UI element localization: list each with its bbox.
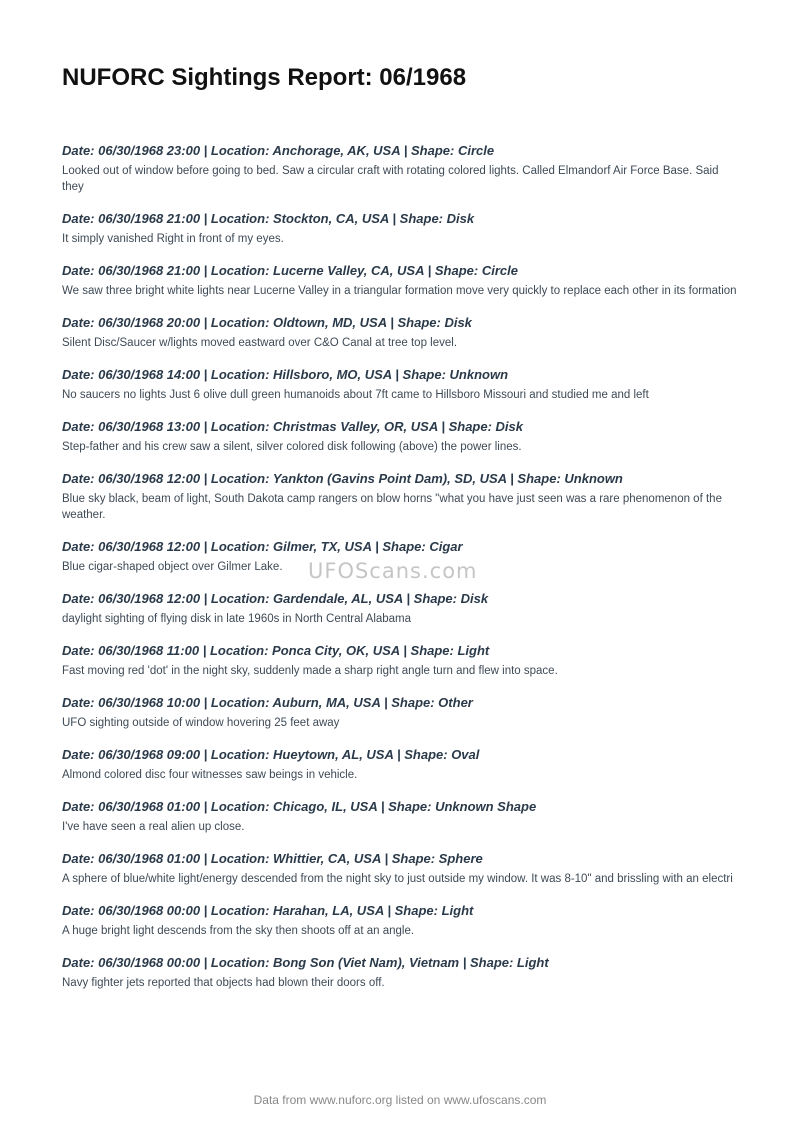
sighting-entry xyxy=(62,142,742,195)
sighting-description: Almond colored disc four witnesses saw beings in vehicle. xyxy=(62,769,358,781)
sighting-description: A huge bright light descends from the sky then shoots off at an angle. xyxy=(62,925,415,937)
sighting-header: Date: 06/30/1968 14:00 | Location: Hillsboro, MO, USA | Shape: Unknown xyxy=(62,367,509,382)
watermark: UFOScans.com xyxy=(308,559,478,583)
sighting-header: Date: 06/30/1968 11:00 | Location: Ponca City, OK, USA | Shape: Light xyxy=(62,643,490,658)
sighting-entry xyxy=(62,902,742,939)
sighting-description: Looked out of window before going to bed. Saw a circular craft with rotating colored lights. Called Elmandorf Air Force Base. Said they xyxy=(62,165,719,193)
sighting-description: A sphere of blue/white light/energy descended from the night sky to just outside my window. It was 8-10" and brissling with an electri xyxy=(62,873,733,885)
sighting-header: Date: 06/30/1968 21:00 | Location: Stockton, CA, USA | Shape: Disk xyxy=(62,211,475,226)
sighting-entry xyxy=(62,366,742,403)
sighting-description: We saw three bright white lights near Lucerne Valley in a triangular formation move very quickly to replace each other in its formation xyxy=(62,285,737,297)
sighting-description: Step-father and his crew saw a silent, silver colored disk following (above) the power lines. xyxy=(62,441,522,453)
sighting-entry xyxy=(62,642,742,679)
sighting-description: Fast moving red 'dot' in the night sky, suddenly made a sharp right angle turn and flew into space. xyxy=(62,665,558,677)
sighting-description: UFO sighting outside of window hovering 25 feet away xyxy=(62,717,340,729)
sighting-entry xyxy=(62,262,742,299)
sighting-header: Date: 06/30/1968 20:00 | Location: Oldtown, MD, USA | Shape: Disk xyxy=(62,315,472,330)
sighting-entry xyxy=(62,798,742,835)
sighting-description: Navy fighter jets reported that objects had blown their doors off. xyxy=(62,977,385,989)
sighting-header: Date: 06/30/1968 10:00 | Location: Auburn, MA, USA | Shape: Other xyxy=(62,695,473,710)
sighting-header: Date: 06/30/1968 23:00 | Location: Anchorage, AK, USA | Shape: Circle xyxy=(62,143,495,158)
sighting-header: Date: 06/30/1968 01:00 | Location: Chicago, IL, USA | Shape: Unknown Shape xyxy=(62,799,537,814)
sighting-entry xyxy=(62,694,742,731)
sighting-header: Date: 06/30/1968 13:00 | Location: Christmas Valley, OR, USA | Shape: Disk xyxy=(62,419,524,434)
sighting-entry xyxy=(62,418,742,455)
sighting-entry xyxy=(62,590,742,627)
sighting-header: Date: 06/30/1968 12:00 | Location: Gilmer, TX, USA | Shape: Cigar xyxy=(62,539,463,554)
sighting-description: Blue cigar-shaped object over Gilmer Lake. xyxy=(62,561,283,573)
sighting-entry xyxy=(62,314,742,351)
sighting-entry xyxy=(62,746,742,783)
sighting-header: Date: 06/30/1968 00:00 | Location: Harahan, LA, USA | Shape: Light xyxy=(62,903,474,918)
sighting-entry xyxy=(62,210,742,247)
sighting-description: It simply vanished Right in front of my eyes. xyxy=(62,233,284,245)
sighting-header: Date: 06/30/1968 21:00 | Location: Lucerne Valley, CA, USA | Shape: Circle xyxy=(62,263,518,278)
footer-credit: Data from www.nuforc.org listed on www.ufoscans.com xyxy=(253,1093,547,1107)
sighting-entry xyxy=(62,470,742,523)
sighting-header: Date: 06/30/1968 00:00 | Location: Bong Son (Viet Nam), Vietnam | Shape: Light xyxy=(62,955,549,970)
sighting-header: Date: 06/30/1968 09:00 | Location: Hueytown, AL, USA | Shape: Oval xyxy=(62,747,480,762)
sighting-description: Blue sky black, beam of light, South Dakota camp rangers on blow horns "what you have just seen was a rare phenomenon of the weather. xyxy=(62,493,722,521)
sighting-entry xyxy=(62,850,742,887)
sighting-header: Date: 06/30/1968 01:00 | Location: Whittier, CA, USA | Shape: Sphere xyxy=(62,851,483,866)
sighting-description: daylight sighting of flying disk in late 1960s in North Central Alabama xyxy=(62,613,412,625)
page-title: NUFORC Sightings Report: 06/1968 xyxy=(62,64,467,91)
sighting-header: Date: 06/30/1968 12:00 | Location: Yankton (Gavins Point Dam), SD, USA | Shape: Unknown xyxy=(62,471,623,486)
sighting-header: Date: 06/30/1968 12:00 | Location: Gardendale, AL, USA | Shape: Disk xyxy=(62,591,489,606)
sighting-description: No saucers no lights Just 6 olive dull green humanoids about 7ft came to Hillsboro Missouri and studied me and left xyxy=(62,389,649,401)
sighting-description: I've have seen a real alien up close. xyxy=(62,821,245,833)
sighting-entry xyxy=(62,954,742,991)
sighting-description: Silent Disc/Saucer w/lights moved eastward over C&O Canal at tree top level. xyxy=(62,337,458,349)
